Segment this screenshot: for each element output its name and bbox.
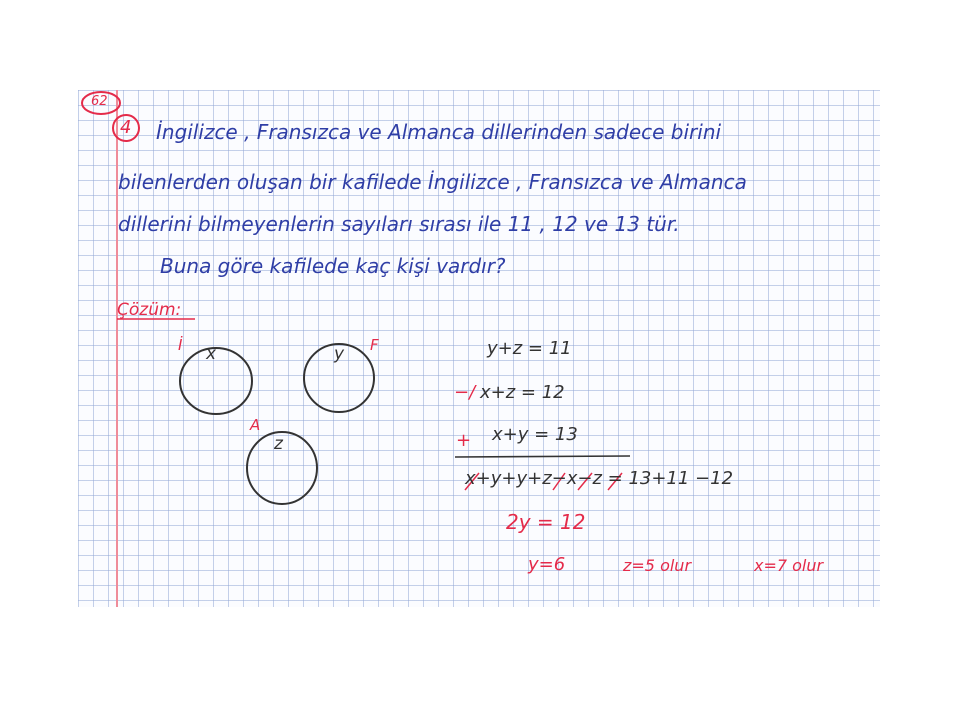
minus-sign: −/ (454, 382, 476, 403)
notebook-page (78, 90, 880, 607)
set-var-x: x (206, 344, 217, 364)
plus-sign: + (456, 430, 472, 451)
equation-2: x+z = 12 (480, 382, 565, 403)
question-line-1: İngilizce , Fransızca ve Almanca dillerinden sadece birini (156, 120, 722, 144)
set-mark-i: İ (178, 336, 183, 354)
result-z: z=5 olur (623, 556, 692, 575)
result-y: y=6 (528, 554, 566, 575)
sum-divider (455, 456, 630, 457)
equation-3: x+y = 13 (492, 424, 578, 445)
question-line-4: Buna göre kafilede kaç kişi vardır? (160, 254, 506, 278)
page-number: 62 (91, 94, 108, 109)
sum-line: x+y+y+z−x−z = 13+11 −12 (465, 468, 734, 489)
question-line-2: bilenlerden oluşan bir kafilede İngilizce , Fransızca ve Almanca (118, 170, 747, 194)
set-var-y: y (334, 344, 345, 364)
set-mark-a: A (250, 416, 261, 434)
result-2y: 2y = 12 (506, 510, 586, 534)
result-x: x=7 olur (754, 556, 824, 575)
set-mark-f: F (370, 336, 379, 354)
annotation-layer (78, 90, 880, 607)
equation-1: y+z = 11 (487, 338, 572, 359)
question-line-3: dillerini bilmeyenlerin sayıları sırası ile 11 , 12 ve 13 tür. (118, 212, 680, 236)
solution-heading: Çözüm: (117, 300, 182, 320)
set-var-z: z (274, 434, 283, 454)
question-number: 4 (120, 117, 132, 138)
